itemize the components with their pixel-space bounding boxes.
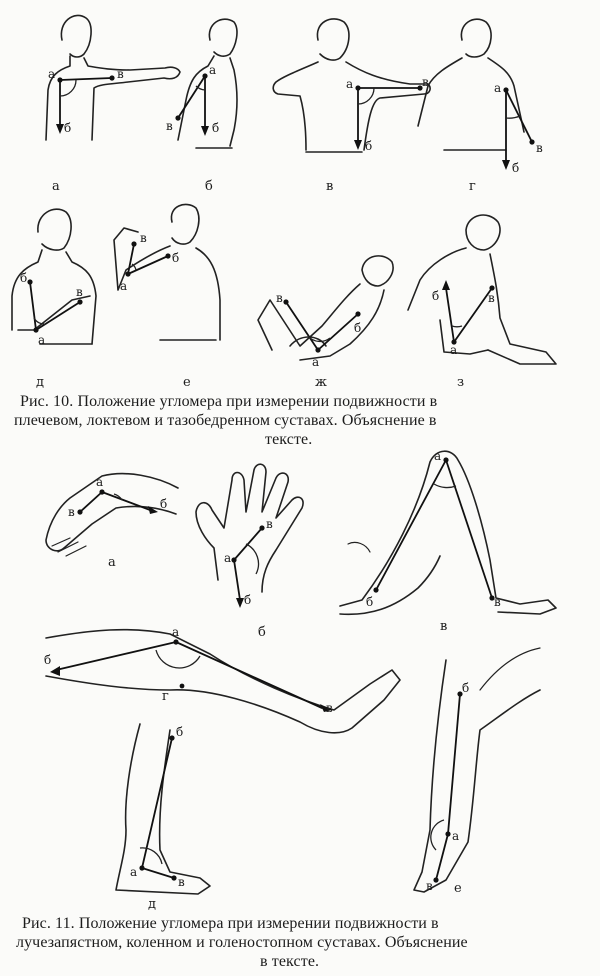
- point-label: в: [117, 67, 124, 81]
- figure-10g-hip-flexion: [258, 256, 393, 369]
- point-label: в: [426, 879, 433, 893]
- point-label: а: [96, 475, 104, 489]
- figure-10d-shoulder-adduction: [418, 19, 543, 175]
- figure-10h-hip-extension: [408, 215, 556, 364]
- figure-10b-shoulder-extension: [166, 19, 237, 148]
- point-label: б: [160, 497, 168, 511]
- point-label: а: [130, 865, 138, 879]
- point-label: б: [244, 593, 252, 607]
- point-label: б: [44, 653, 52, 667]
- point-label: а: [434, 449, 442, 463]
- point-label: в: [422, 75, 429, 89]
- caption-line: Рис. 11. Положение угломера при измерении подвижности в: [22, 915, 439, 932]
- subfigure-label: г: [469, 179, 476, 194]
- point-label: а: [346, 77, 354, 91]
- figure-11a-wrist-flexion: [46, 474, 178, 556]
- point-label: в: [326, 701, 333, 715]
- point-label: в: [494, 595, 501, 609]
- point-label: б: [365, 139, 373, 153]
- subfigure-label: д: [36, 375, 45, 390]
- subfigure-label: ж: [315, 375, 327, 390]
- point-label: б: [20, 271, 28, 285]
- point-label: а: [312, 355, 320, 369]
- subfigure-label: е: [454, 881, 462, 896]
- point-label: а: [172, 625, 180, 639]
- point-label: б: [462, 681, 470, 695]
- figure-10f-shoulder-rotation: [114, 204, 220, 340]
- point-label: б: [176, 725, 184, 739]
- point-label: б: [172, 251, 180, 265]
- point-label: б: [366, 595, 374, 609]
- figure-11b-wrist-deviation: [196, 464, 303, 608]
- subfigure-label: в: [440, 619, 448, 634]
- figure-11c-knee-flexion: [340, 449, 556, 614]
- caption-line: в тексте.: [260, 953, 320, 970]
- point-label: в: [76, 285, 83, 299]
- subfigure-label: в: [326, 179, 334, 194]
- point-label: а: [452, 829, 460, 843]
- point-label: в: [68, 505, 75, 519]
- caption-line: тексте.: [265, 431, 313, 448]
- point-label: а: [209, 63, 217, 77]
- point-label: в: [536, 141, 543, 155]
- subfigure-label: б: [258, 625, 266, 640]
- caption-line: плечевом, локтевом и тазобедренном суставах. Объяснение в: [14, 412, 437, 429]
- point-label: б: [354, 321, 362, 335]
- subfigure-label: г: [162, 689, 169, 704]
- point-label: а: [450, 343, 458, 357]
- figure-10c-shoulder-abduction: [273, 19, 430, 153]
- figure-10a-shoulder-flexion: [46, 15, 180, 140]
- point-label: в: [166, 119, 173, 133]
- subfigure-label: з: [457, 375, 465, 390]
- figure-10e-elbow-flexion: [12, 209, 96, 347]
- point-label: а: [494, 81, 502, 95]
- point-label: в: [488, 291, 495, 305]
- point-label: в: [266, 517, 273, 531]
- subfigure-label: е: [183, 375, 191, 390]
- point-label: а: [224, 551, 232, 565]
- caption-line: лучезапястном, коленном и голеностопном суставах. Объяснение: [16, 934, 468, 951]
- figure-11f-ankle-extension: [414, 648, 540, 893]
- point-label: а: [38, 333, 46, 347]
- subfigure-label: а: [52, 179, 60, 194]
- subfigure-label: б: [205, 179, 213, 194]
- subfigure-label: д: [148, 897, 157, 912]
- point-label: в: [140, 231, 147, 245]
- point-label: б: [512, 161, 520, 175]
- point-label: а: [120, 279, 128, 293]
- point-label: б: [432, 289, 440, 303]
- point-label: в: [178, 875, 185, 889]
- caption-line: Рис. 10. Положение угломера при измерении подвижности в: [20, 393, 438, 410]
- figure-11d-knee-extension: [44, 625, 400, 733]
- point-label: б: [64, 121, 72, 135]
- point-label: б: [212, 121, 220, 135]
- point-label: в: [276, 291, 283, 305]
- figure-11e-ankle-flexion: [116, 724, 210, 894]
- subfigure-label: а: [108, 555, 116, 570]
- point-label: а: [48, 67, 56, 81]
